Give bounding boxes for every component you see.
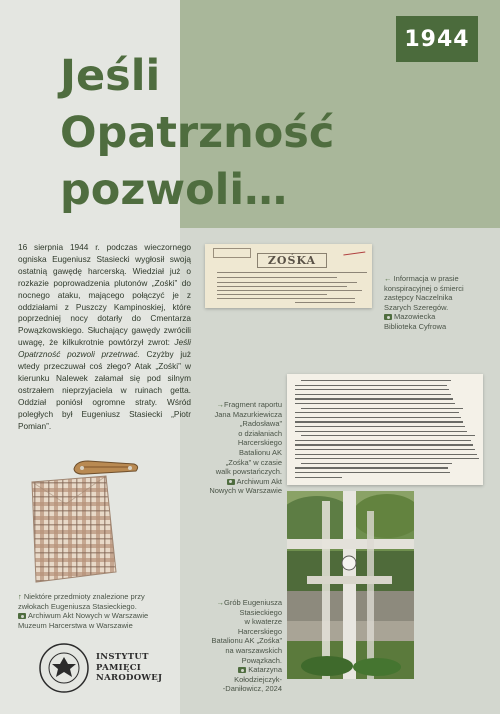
text-line (295, 454, 477, 455)
caption-text: w kwaterze (244, 617, 282, 627)
text-line (217, 298, 355, 299)
newspaper-masthead: ZOŚKA (257, 253, 327, 268)
text-line (295, 412, 459, 413)
checkered-cloth-image (26, 474, 118, 584)
story-paragraph (18, 242, 191, 433)
ipn-name (96, 652, 162, 684)
caption-text: Harcerskiego (237, 626, 282, 636)
caption-text: na warszawskich (225, 645, 282, 655)
caption-text: Grób Eugeniusza (224, 598, 282, 607)
caption-source: -Daniłowicz, 2024 (222, 684, 282, 694)
caption-grave (198, 598, 282, 694)
title-line: Jeśli (60, 51, 161, 101)
caption-source: Biblioteka Cyfrowa (384, 321, 447, 331)
text-line (301, 380, 451, 381)
text-line (295, 403, 455, 404)
caption-text: Powązkach. (241, 655, 282, 665)
ipn-logo (38, 642, 198, 694)
caption-text: walk powstańczych. (215, 467, 282, 477)
caption-items (18, 592, 193, 630)
year-badge: 1944 (396, 16, 478, 62)
text-line (295, 431, 467, 432)
text-line (295, 398, 453, 399)
story-text: 16 sierpnia 1944 r. podczas wieczornego ogniska Eugeniusz Stasiecki wygłosił swoją ostatnią gawędę harcerską. Wiedział już o rozkazie poprowadzenia plutonów „Zośki” do nocnego ataku, mającego połączyć je z oddziałami z Puszczy Kampinoskiej, które poprzedniej nocy dotarły do Cmentarza Powązkowskiego. Słuchający gawędy zwrócili uwagę, że kilkukrotnie powtórzył zwrot: (18, 242, 191, 348)
text-line (217, 282, 357, 283)
ipn-name-line: NARODOWEJ (96, 673, 163, 683)
arrow-right-icon: → (216, 598, 225, 607)
caption-text: Stasieckiego (239, 607, 282, 617)
ipn-name-line: INSTYTUT (96, 652, 149, 662)
red-annotation (343, 246, 366, 255)
caption-source: Katarzyna (248, 665, 282, 675)
text-line (217, 290, 362, 291)
caption-text: zastępcy Naczelnika (384, 293, 453, 303)
text-line (295, 472, 450, 473)
caption-text: konspiracyjnej o śmierci (384, 283, 464, 293)
caption-source: Mazowiecka (394, 312, 436, 322)
camera-icon (384, 314, 392, 320)
text-line (217, 294, 327, 295)
arrow-up-icon: ↑ (18, 592, 24, 601)
caption-text: „Zośka” w czasie (225, 457, 282, 467)
text-line (295, 421, 463, 422)
arrow-left-icon: ← (384, 274, 394, 283)
ipn-seal-icon (38, 642, 90, 694)
text-line (295, 417, 461, 418)
text-line (217, 277, 337, 278)
caption-source: Archiwum Akt (236, 476, 282, 486)
caption-text: Fragment raportu (224, 400, 282, 409)
caption-text: Niektóre przedmioty znalezione przy (23, 592, 145, 601)
story-text: Czyżby już wtedy przeczuwał coś złego? Atak „Zośki” w kierunku Nalewek załamał się pod silnym ostrzałem nieprzyjaciela w ruinach getta. Oddział poniósł ogromne straty. Wśród poległych był Eugeniusz Stasiecki „Piotr Pomian”. (18, 349, 191, 431)
caption-newspaper (384, 274, 496, 332)
text-line (295, 440, 471, 441)
text-line (295, 444, 473, 445)
text-line (301, 408, 463, 409)
caption-text: „Radosława” (239, 419, 282, 429)
caption-text: Harcerskiego (237, 438, 282, 448)
newspaper-stamp (213, 248, 251, 258)
camera-icon (18, 613, 26, 619)
caption-source: Muzeum Harcerstwa w Warszawie (18, 620, 133, 630)
story-quote: Jeśli Opatrzność pozwoli przetrwać. (18, 337, 191, 360)
text-line (295, 458, 479, 459)
text-line (295, 389, 449, 390)
caption-text: Jana Mazurkiewicza (214, 409, 282, 419)
camera-icon (227, 479, 235, 485)
text-line (295, 467, 448, 468)
title-line: pozwoli… (60, 165, 288, 215)
caption-report (200, 400, 282, 496)
caption-text: Szarych Szeregów. (384, 302, 449, 312)
text-line (295, 385, 447, 386)
caption-text: zwłokach Eugeniusza Stasieckiego. (18, 601, 137, 611)
caption-source: Nowych w Warszawie (209, 486, 282, 496)
text-line (295, 394, 451, 395)
caption-text: o działaniach (238, 428, 282, 438)
ipn-name-line: PAMIĘCI (96, 662, 142, 673)
caption-text: Batalionu AK (239, 447, 282, 457)
text-line (295, 449, 475, 450)
caption-source: Kołodziejczyk- (234, 674, 282, 684)
caption-source: Archiwum Akt Nowych w Warszawie (28, 611, 149, 621)
arrow-right-icon: → (216, 400, 225, 409)
text-line (217, 272, 367, 273)
page-title (60, 48, 480, 219)
report-scan (287, 374, 483, 485)
caption-text: Batalionu AK „Zośka” (211, 636, 282, 646)
text-line (301, 463, 452, 464)
text-line (295, 477, 342, 478)
newspaper-scan (205, 244, 372, 308)
grave-photo (287, 491, 414, 679)
caption-text: Informacja w prasie (393, 274, 459, 283)
text-line (295, 302, 355, 303)
text-line (217, 286, 347, 287)
text-line (301, 435, 475, 436)
camera-icon (238, 667, 246, 673)
text-line (295, 426, 465, 427)
title-line: Opatrzność (60, 108, 335, 158)
